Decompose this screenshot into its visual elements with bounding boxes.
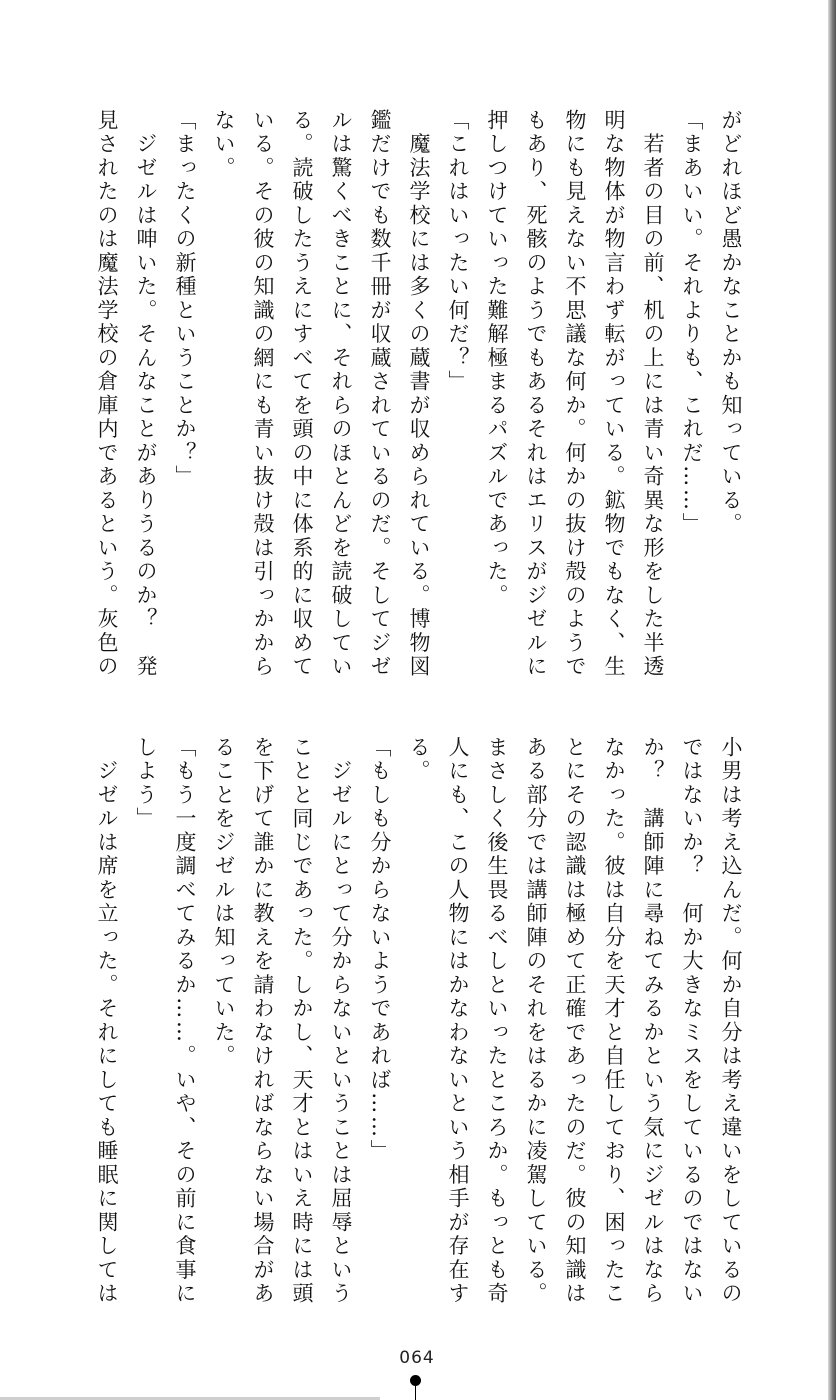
text-column: 物にも見えない不思議な何か。何かの抜け殻のようで [563, 109, 587, 679]
text-column: る。読破したうえにすべてを頭の中に体系的に収めて [290, 109, 314, 679]
text-column: 小男は考え込んだ。何か自分は考え違いをしているの [719, 736, 743, 1306]
text-column: 「もう一度調べてみるか……。いや、その前に食事に [173, 736, 197, 1306]
text-column: 見されたのは魔法学校の倉庫内であるという。灰色の [95, 109, 119, 679]
text-column: 「まったくの新種ということか？」 [173, 109, 197, 489]
text-column: 明な物体が物言わず転がっている。鉱物でもなく、生 [602, 109, 626, 679]
page-marker-line [415, 1384, 416, 1400]
text-column: 若者の目の前、机の上には青い奇異な形をした半透 [641, 109, 665, 679]
text-column: 鑑だけでも数千冊が収蔵されているのだ。そしてジゼ [368, 109, 392, 679]
text-column: ルは驚くべきことに、それらのほとんどを読破してい [329, 109, 353, 679]
text-column: 魔法学校には多くの蔵書が収められている。博物図 [407, 109, 431, 679]
scan-edge [828, 0, 836, 1400]
text-column: しよう」 [134, 736, 158, 831]
text-column: もあり、死骸のようでもあるそれはエリスがジゼルに [524, 109, 548, 679]
text-column: なかった。彼は自分を天才と自任しており、困ったこ [602, 736, 626, 1306]
text-column: ことと同じであった。しかし、天才とはいえ時には頭 [290, 736, 314, 1306]
text-column: ることをジゼルは知っていた。 [212, 736, 236, 1069]
text-column: を下げて誰かに教えを請わなければならない場合があ [251, 736, 275, 1306]
text-column: まさしく後生畏るべしといったところか。もっとも奇 [485, 736, 509, 1306]
text-column: ではないか？ 何か大きなミスをしているのではない [680, 736, 704, 1306]
text-column: る。 [407, 736, 431, 784]
text-column: 押しつけていった難解極まるパズルであった。 [485, 109, 509, 608]
page-number: 064 [399, 1348, 435, 1368]
text-column: とにその認識は極めて正確であったのだ。彼の知識は [563, 736, 587, 1306]
text-column: ない。 [212, 109, 236, 181]
text-block-bottom [87, 736, 750, 1311]
text-column: がどれほど愚かなことかも知っている。 [719, 109, 743, 537]
text-column: 「まあいい。それよりも、これだ……」 [680, 109, 704, 537]
text-block-top [87, 109, 750, 684]
text-column: 「もしも分からないようであれば……」 [368, 736, 392, 1164]
text-column: ジゼルは席を立った。それにしても睡眠に関しては [95, 736, 119, 1306]
text-column: か？ 講師陣に尋ねてみるかという気にジゼルはなら [641, 736, 665, 1306]
text-column: ジゼルは呻いた。そんなことがありうるのか？ 発 [134, 109, 158, 679]
text-column: ジゼルにとって分からないということは屈辱という [329, 736, 353, 1306]
text-column: 人にも、この人物にはかなわないという相手が存在す [446, 736, 470, 1306]
text-column: 「これはいったい何だ？」 [446, 109, 470, 394]
text-column: ある部分では講師陣のそれをはるかに凌駕している。 [524, 736, 548, 1306]
text-column: いる。その彼の知識の網にも青い抜け殻は引っかから [251, 109, 275, 679]
